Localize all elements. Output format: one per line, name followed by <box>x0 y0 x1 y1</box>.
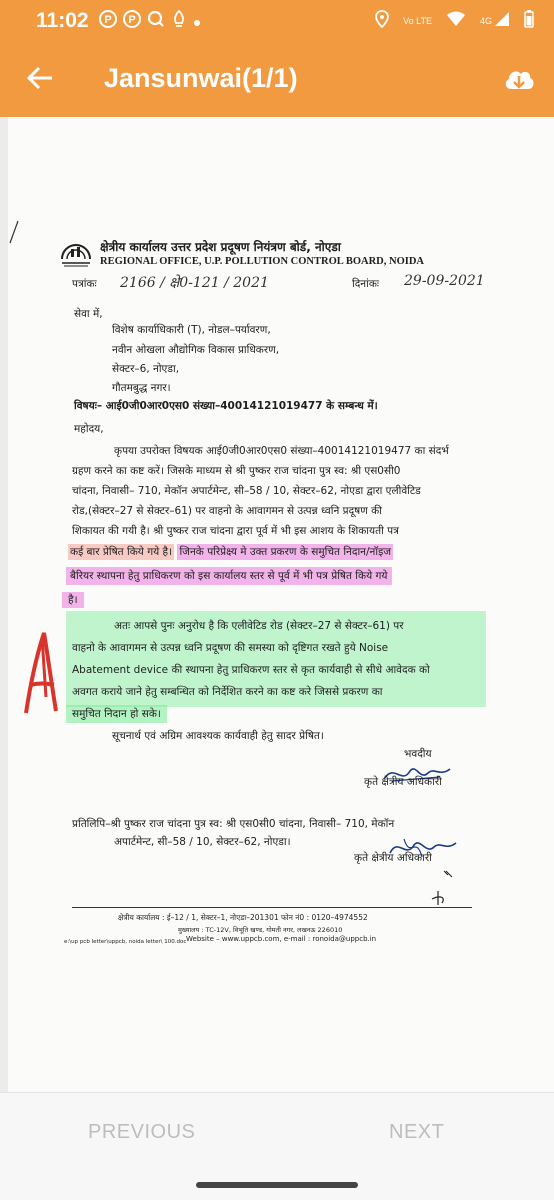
address-line: विशेष कार्याधिकारी (T), नोडल–पर्यावरण, <box>112 324 271 336</box>
address-line: नवीन ओखला औद्योगिक विकास प्राधिकरण, <box>112 344 280 356</box>
document-page <box>8 117 554 1092</box>
footer-divider <box>72 907 472 908</box>
salutation: महोदय, <box>74 423 104 435</box>
gesture-area <box>0 1172 554 1200</box>
svg-text:P: P <box>103 14 112 26</box>
wifi-icon <box>446 11 466 31</box>
ref-number: 2166 / क्षे0-121 / 2021 <box>120 275 269 291</box>
home-gesture-bar[interactable] <box>196 1182 358 1188</box>
seva-label: सेवा में, <box>74 308 103 320</box>
location-icon <box>375 10 389 32</box>
margin-annotation <box>22 627 60 717</box>
ref-label: पत्रांकः <box>72 278 97 290</box>
system-icons <box>375 0 534 42</box>
doc-header-english: REGIONAL OFFICE, U.P. POLLUTION CONTROL BOARD, NOIDA <box>100 256 424 267</box>
highlight-pink: जिनके परिप्रेक्ष्य मे उक्त प्रकरण के समुचित निदान/नॉइज <box>179 546 392 558</box>
app-notification-icon <box>171 10 187 32</box>
dot-icon <box>193 12 201 31</box>
svg-text:P: P <box>127 14 136 26</box>
highlight-pink: बैरियर स्थापना हेतु प्राधिकरण को इस कार्यालय स्तर से पूर्व में भी पत्र प्रेषित किये गये <box>66 567 392 585</box>
status-bar <box>0 0 554 42</box>
cloud-download-icon <box>502 62 536 96</box>
subject-line: विषयः– आई0जी0आर0एस0 संख्या–40014121019477 के सम्बन्ध में। <box>74 400 378 412</box>
battery-icon <box>524 10 534 32</box>
footer-line: Website – www.uppcb.com, e-mail : ronoida@uppcb.in <box>186 935 377 943</box>
sign-officer: कृते क्षेत्रीय अधिकारी <box>364 776 442 788</box>
status-time: 11:02 <box>36 9 89 32</box>
address-line: गौतमबुद्ध नगर। <box>112 382 171 394</box>
paragraph-line: ग्रहण करने का कष्ट करें। जिसके माध्यम से श्री पुष्कर राज चांदना पुत्र स्व: श्री एस0सी0 <box>72 465 401 477</box>
network-type: 4G <box>479 16 492 26</box>
paragraph-line: वाहनो के आवागमन से उत्पन्न ध्वनि प्रदूषण की समस्या को दृष्टिगत रखते हुये Noise <box>72 642 389 654</box>
bottom-navigation <box>0 1092 554 1173</box>
footer-line: मुख्यालय : TC-12V, विभूति खण्ड, गोमती नगर, लखनऊ 226010 <box>178 926 343 934</box>
highlighted-line <box>68 545 393 559</box>
page-title: Jansunwai(1/1) <box>104 63 298 93</box>
paragraph-line: Abatement device की स्थापना हेतु प्राधिकरण स्तर से कृत कार्यवाही से सीधे आवेदक को <box>72 664 430 676</box>
highlighted-line <box>66 707 167 721</box>
highlighted-line <box>62 593 84 607</box>
uppcb-logo <box>60 239 92 273</box>
sign-bhavdiya: भवदीय <box>404 748 432 760</box>
signal-icon <box>494 11 510 31</box>
paragraph-line: कृपया उपरोक्त विषयक आई0जी0आर0एस0 संख्या–40014121019477 का संदर्भ <box>114 445 449 457</box>
paragraph-line: अवगत कराये जाने हेतु सम्बन्धित को निर्देशित करने का कष्ट करे जिससे प्रकरण का <box>72 686 383 698</box>
highlight-pink: है। <box>62 592 84 608</box>
notification-icons <box>99 10 201 32</box>
date-label: दिनांकः <box>352 278 380 290</box>
back-button[interactable] <box>22 60 58 96</box>
margin-tick <box>8 217 22 247</box>
handwritten-mark <box>424 869 460 909</box>
pinterest-icon <box>123 10 141 32</box>
highlight-pink: कई बार प्रेषित किये गये है। <box>70 546 173 558</box>
back-arrow-icon <box>22 60 58 96</box>
footer-path: e:\up pcb letter\uppcb, noida letter\ 100.doc <box>64 939 187 945</box>
footer-line: क्षेत्रीय कार्यालय : ई–12 / 1, सेक्टर–1, नोएडा–201301 फोन नं0 : 0120–4974552 <box>118 913 368 922</box>
date-value: 29-09-2021 <box>404 273 485 289</box>
document-viewer[interactable] <box>0 117 554 1092</box>
sign-officer: कृते क्षेत्रीय अधिकारी <box>354 852 432 864</box>
volte-icon: Vo LTE <box>403 15 432 26</box>
paragraph-line: चांदना, निवासी– 710, मेकॉन अपार्टमेन्ट, सी–58 / 10, सेक्टर–62, नोएडा द्वारा एलीवेटिड <box>72 485 421 497</box>
copy-line: अपार्टमेन्ट, सी–58 / 10, सेक्टर–62, नोएडा। <box>114 836 291 848</box>
pinterest-icon <box>99 10 117 32</box>
app-bar <box>0 42 554 117</box>
paragraph-line: शिकायत की गयी है। श्री पुष्कर राज चांदना द्वारा पूर्व में भी इस आशय के शिकायती पत्र <box>72 525 399 537</box>
doc-header-hindi: क्षेत्रीय कार्यालय उत्तर प्रदेश प्रदूषण नियंत्रण बोर्ड, नोएडा <box>100 240 341 254</box>
search-icon <box>147 10 165 32</box>
paragraph-line: रोड,(सेक्टर–27 से सेक्टर–61) पर वाहनो के आवागमन से उत्पन्न ध्वनि प्रदूषण की <box>72 505 382 517</box>
highlight-green: समुचित निदान हो सके। <box>66 705 167 723</box>
highlighted-line <box>66 569 392 583</box>
address-line: सेक्टर–6, नोएडा, <box>112 363 180 375</box>
next-button[interactable]: NEXT <box>389 1121 445 1143</box>
closing-line: सूचनार्थ एवं अग्रिम आवश्यक कार्यवाही हेतु सादर प्रेषित। <box>112 730 324 742</box>
download-button[interactable] <box>502 62 536 96</box>
copy-line: प्रतिलिपि–श्री पुष्कर राज चांदना पुत्र स्व: श्री एस0सी0 चांदना, निवासी– 710, मेकॉन <box>72 818 395 830</box>
previous-button[interactable]: PREVIOUS <box>88 1121 196 1143</box>
paragraph-line: अतः आपसे पुनः अनुरोध है कि एलीवेटिड रोड (सेक्टर–27 से सेक्टर–61) पर <box>114 620 404 632</box>
